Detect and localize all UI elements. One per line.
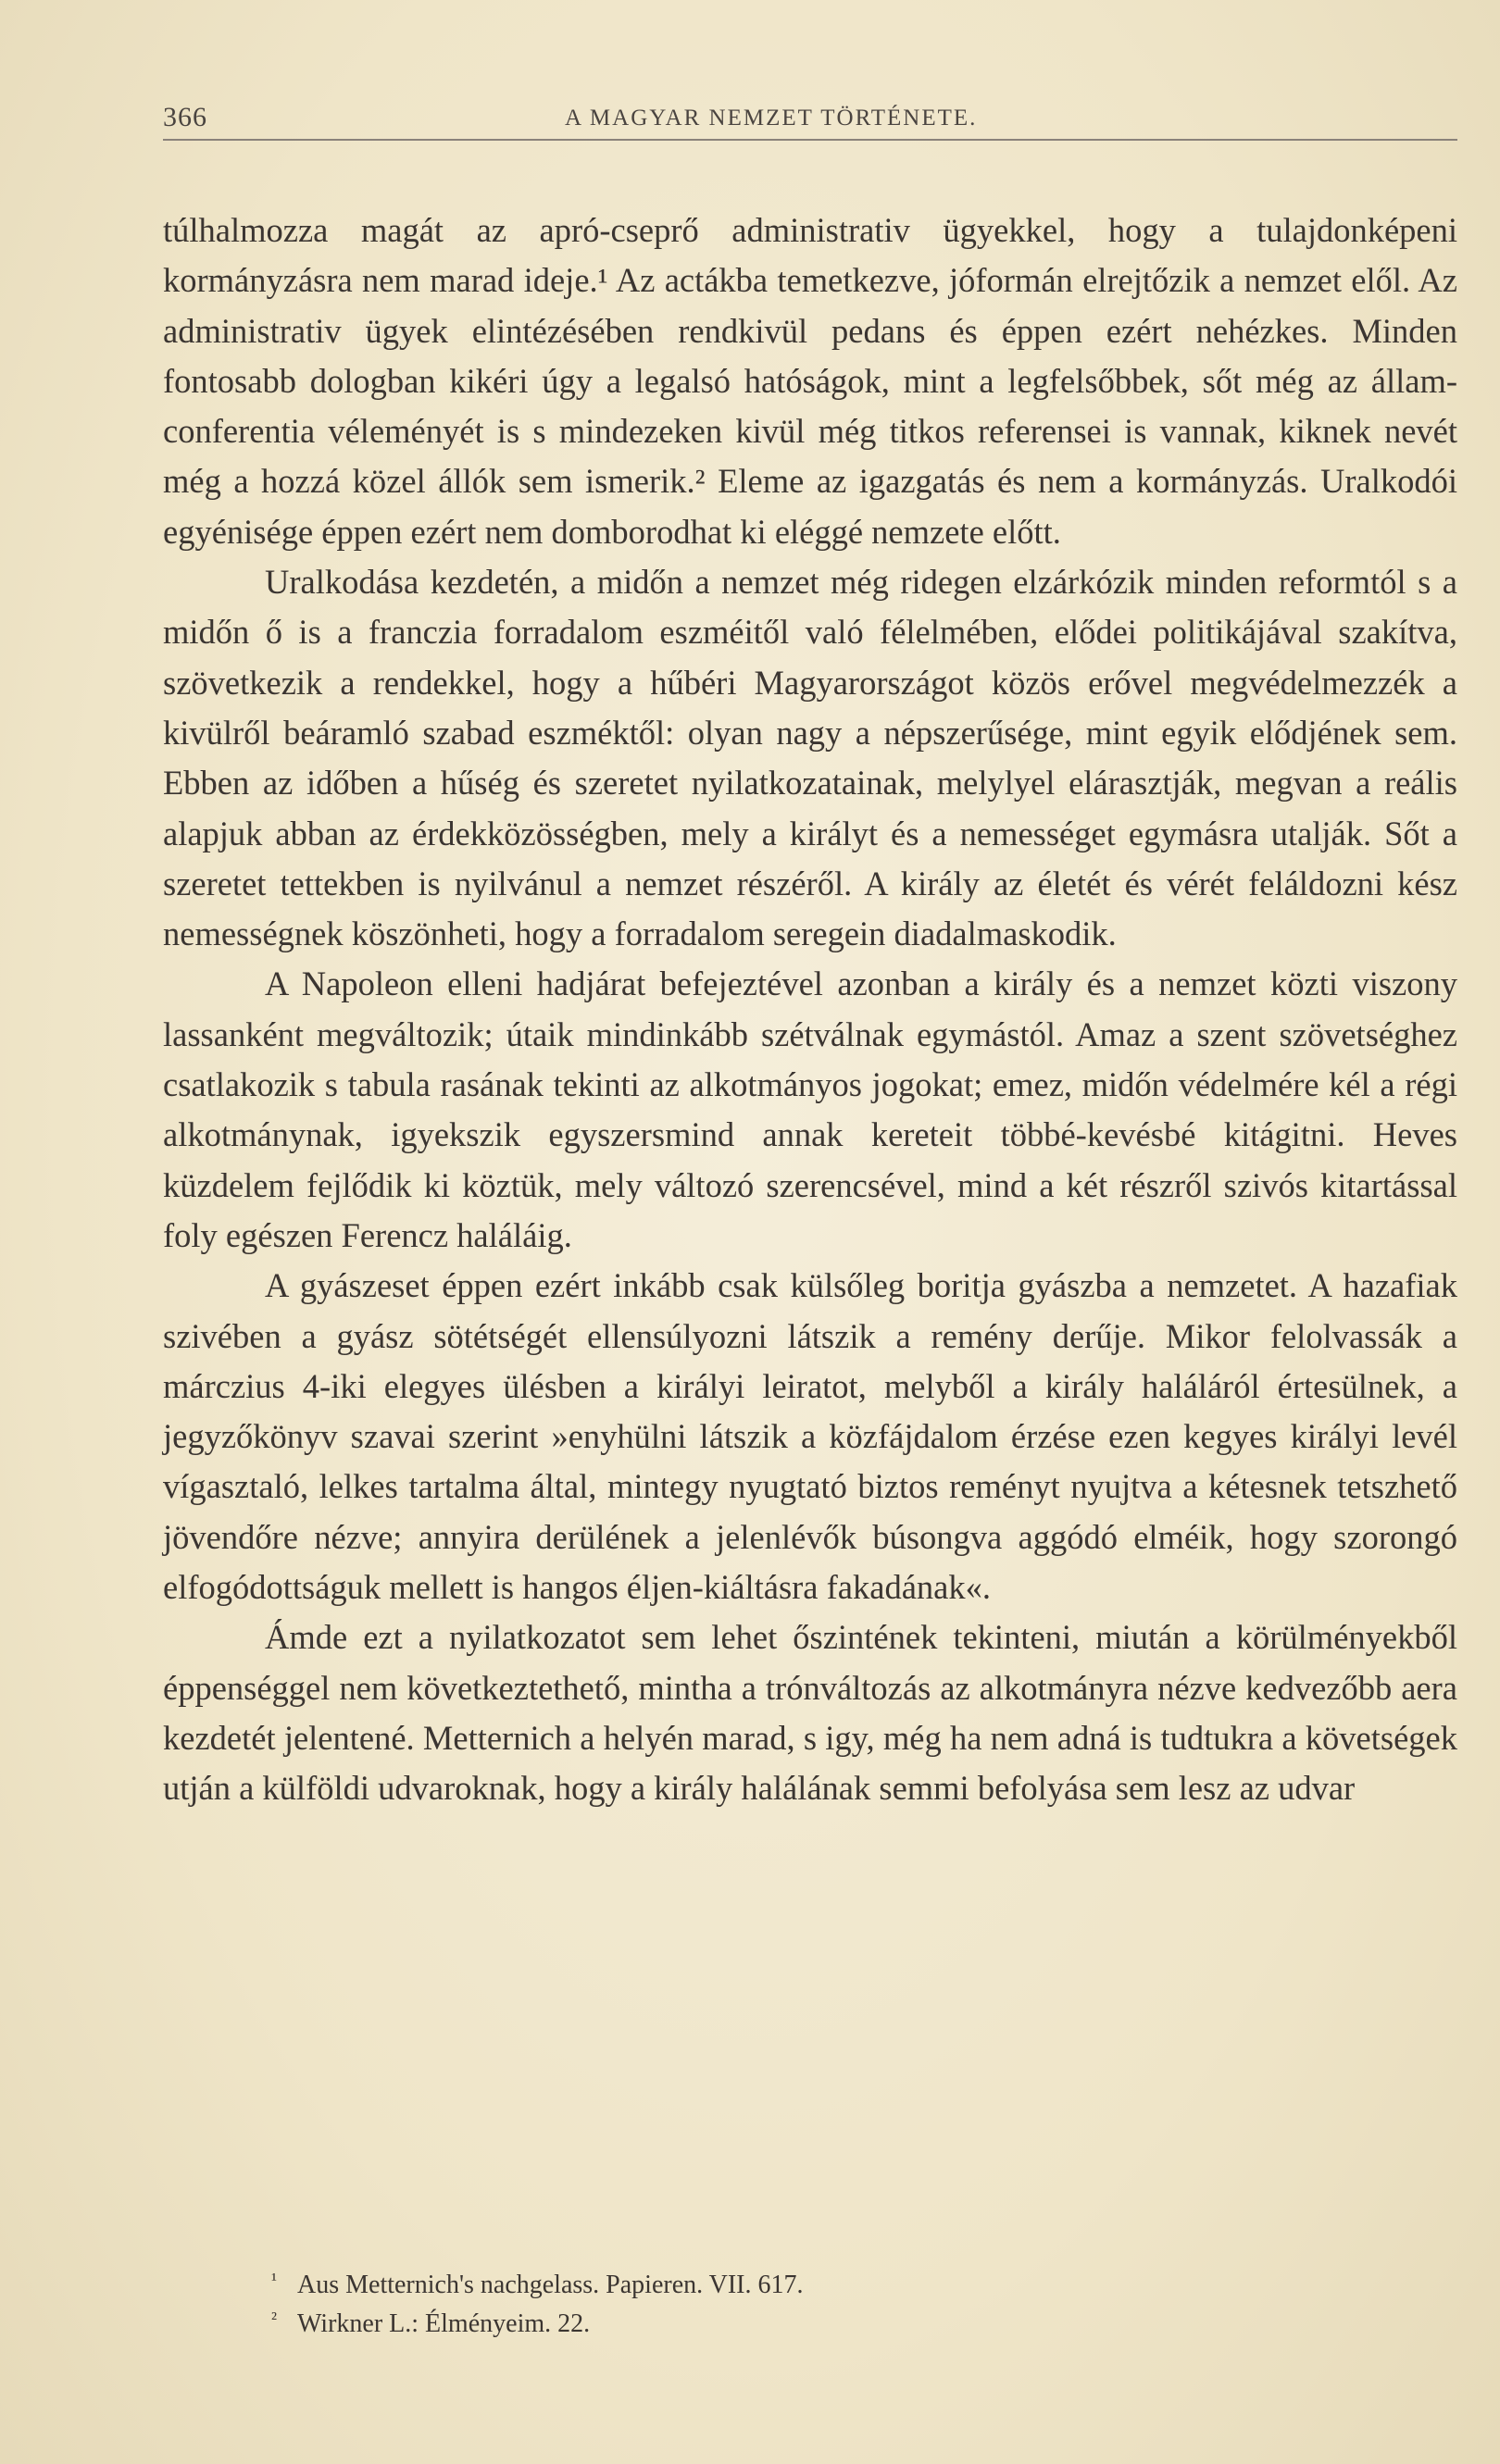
paragraph-1: túlhalmozza magát az apró-cseprő administrativ ügyekkel, hogy a tulajdonképeni kormányzásra nem marad ideje.¹ Az actákba temetkezve, jóformán elrejtőzik a nemzet elől. Az administrativ ügyek elintézésében rendkivül pedans és éppen ezért nehézkes. Minden fontosabb dologban kikéri úgy a legalsó hatóságok, mint a legfelsőbbek, sőt még az állam-conferentia véleményét is s mindezeken kivül még titkos referensei is vannak, kiknek nevét még a hozzá közel állók sem ismerik.² Eleme az igazgatás és nem a kormányzás. Uralkodói egyénisége éppen ezért nem domborodhat ki eléggé nemzete előtt. — [163, 211, 1457, 551]
paragraph-4: A gyászeset éppen ezért inkább csak külsőleg boritja gyászba a nemzetet. A hazafiak szivében a gyász sötétségét ellensúlyozni látszik a remény derűje. Mikor felolvassák a márczius 4-iki elegyes ülésben a királyi leiratot, melyből a király haláláról értesülnek, a jegyzőkönyv szavai szerint »enyhülni látszik a közfájdalom érzése ezen kegyes királyi levél vígasztaló, lelkes tartalma által, mintegy nyugtató biztos reményt nyujtva a kétesnek tetszhető jövendőre nézve; annyira derülének a jelenlévők búsongva aggódó elméik, hogy szorongó elfogódottságuk mellett is hangos éljen-kiáltásra fakadának«. — [163, 1266, 1457, 1607]
page-number: 366 — [163, 102, 207, 132]
header-rule — [163, 139, 1457, 141]
running-title: A MAGYAR NEMZET TÖRTÉNETE. — [565, 106, 978, 131]
page-header — [163, 96, 1457, 141]
footnote-mark-2: ² — [271, 2308, 277, 2329]
footnote-1 — [163, 2266, 1457, 2305]
footnotes — [163, 2266, 1457, 2344]
footnote-text-2: Wirkner L.: Élményeim. 22. — [297, 2309, 591, 2338]
footnote-text-1: Aus Metternich's nachgelass. Papieren. VII. 617. — [297, 2271, 804, 2299]
body-text — [163, 205, 1457, 1814]
paragraph-3: A Napoleon elleni hadjárat befejeztével azonban a király és a nemzet közti viszony lassanként megváltozik; útaik mindinkább szétválnak egymástól. Amaz a szent szövetséghez csatlakozik s tabula rasának tekinti az alkotmányos jogokat; emez, midőn védelmére kél a régi alkotmánynak, igyekszik egyszersmind annak kereteit többé-kevésbé kitágitni. Heves küzdelem fejlődik ki köztük, mely változó szerencsével, mind a két részről szivós kitartással foly egészen Ferencz haláláig. — [163, 964, 1457, 1254]
paragraph-5: Ámde ezt a nyilatkozatot sem lehet őszintének tekinteni, miután a körülményekből éppenséggel nem következtethető, mintha a trónváltozás az alkotmányra nézve kedvezőbb aera kezdetét jelentené. Metternich a helyén marad, s igy, még ha nem adná is tudtukra a követségek utján a külföldi udvaroknak, hogy a király halálának semmi befolyása sem lesz az udvar — [163, 1618, 1457, 1808]
paragraph-2: Uralkodása kezdetén, a midőn a nemzet még ridegen elzárkózik minden reformtól s a midőn ő is a franczia forradalom eszméitől való félelmében, elődei politikájával szakítva, szövetkezik a rendekkel, hogy a hűbéri Magyarországot közös erővel megvédelmezzék a kivülről beáramló szabad eszméktől: olyan nagy a népszerűsége, mint egyik elődjének sem. Ebben az időben a hűség és szeretet nyilatkozatainak, melylyel elárasztják, megvan a reális alapjuk abban az érdekközösségben, mely a királyt és a nemességet egymásra utalják. Sőt a szeretet tettekben is nyilvánul a nemzet részéről. A király az életét és vérét feláldozni kész nemességnek köszönheti, hogy a forradalom seregein diadalmaskodik. — [163, 563, 1457, 953]
footnote-2 — [163, 2305, 1457, 2344]
footnote-mark-1: ¹ — [271, 2270, 277, 2290]
